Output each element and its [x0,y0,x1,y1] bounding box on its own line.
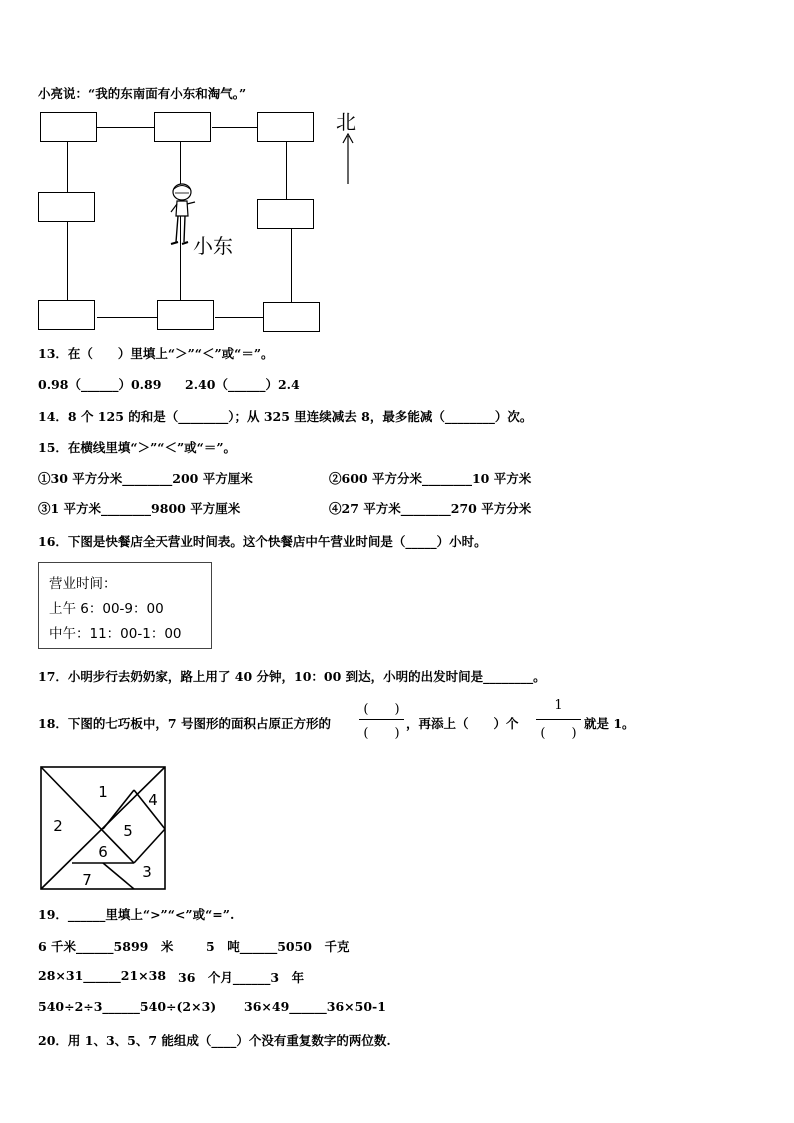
q18-fraction-1-denominator: ( ) [363,726,400,741]
tangram-label-3: 3 [142,863,152,881]
q18-fraction-1-numerator: ( ) [363,702,400,717]
q19-row1-right: 5 吨______5050 千克 [206,939,350,954]
q19-row3-right: 36×49______36×50-1 [244,999,386,1014]
q16-text: 16．下图是快餐店全天营业时间表。这个快餐店中午营业时间是（_____）小时。 [38,534,487,549]
q19-row2-left: 28×31______21×38 [38,968,167,983]
map-box [38,192,95,222]
map-box [154,112,211,142]
tangram-label-1: 1 [98,783,108,801]
q15-item-2: ②600 平方分米________10 平方米 [329,471,532,486]
schedule-morning: 上午 6：00-9：00 [49,601,164,617]
map-line [212,127,257,128]
tangram-label-2: 2 [53,817,63,835]
map-line [67,222,68,300]
q15-item-4: ④27 平方米________270 平方分米 [329,501,532,516]
fraction-bar [536,719,581,720]
map-box [38,300,95,330]
map-box [257,112,314,142]
schedule-title: 营业时间： [49,576,117,592]
schedule-noon: 中午：11：00-1：00 [49,626,182,642]
map-box [263,302,320,332]
map-line [215,317,263,318]
map-line [286,142,287,199]
q15-item-1: ①30 平方分米________200 平方厘米 [38,471,253,486]
map-line [97,317,157,318]
q19-text: 19．______里填上“>”“<”或“=”. [38,907,235,922]
q18-text-part3: 就是 1。 [584,716,635,731]
map-box [257,199,314,229]
map-line [97,127,154,128]
q15-text: 15．在横线里填“＞”“＜”或“＝”。 [38,440,237,455]
north-label: 北 [336,110,356,134]
q18-text-part1: 18．下图的七巧板中，7 号图形的面积占原正方形的 [38,716,331,731]
q17-text: 17．小明步行去奶奶家，路上用了 40 分钟，10：00 到达，小明的出发时间是________。 [38,669,546,684]
person-label: 小东 [193,234,233,258]
q14-text: 14．8 个 125 的和是（________）；从 325 里连续减去 8，最多能减（________）次。 [38,409,533,424]
map-box [40,112,97,142]
q18-text-part2: ，再添上（ ）个 [406,716,519,731]
map-line [291,229,292,302]
q13-item-2: 2.40（______）2.4 [185,377,300,392]
tangram-figure [38,765,168,892]
map-line [67,142,68,192]
q19-row2-right: 36 个月______3 年 [178,970,305,985]
north-arrow-icon [342,133,354,185]
map-box [157,300,214,330]
tangram-label-7: 7 [82,871,92,889]
tangram-label-4: 4 [148,791,158,809]
q19-row3-left: 540÷2÷3______540÷(2×3) [38,999,217,1014]
tangram-label-6: 6 [98,843,108,861]
tangram-label-5: 5 [123,822,133,840]
q18-fraction-1 [359,698,404,742]
q18-fraction-2 [536,698,581,742]
q19-row1-left: 6 千米______5899 米 [38,939,174,954]
q13-item-1: 0.98（______）0.89 [38,377,162,392]
q18-fraction-2-denominator: ( ) [540,726,577,741]
schedule-box [38,562,212,649]
intro-text: 小亮说：“我的东南面有小东和淘气。” [38,86,247,101]
fraction-bar [359,719,404,720]
q15-item-3: ③1 平方米________9800 平方厘米 [38,501,241,516]
q18-fraction-2-numerator: 1 [554,698,563,713]
q20-text: 20．用 1、3、5、7 能组成（____）个没有重复数字的两位数. [38,1033,391,1048]
q13-text: 13．在（ ）里填上“＞”“＜”或“＝”。 [38,346,274,361]
